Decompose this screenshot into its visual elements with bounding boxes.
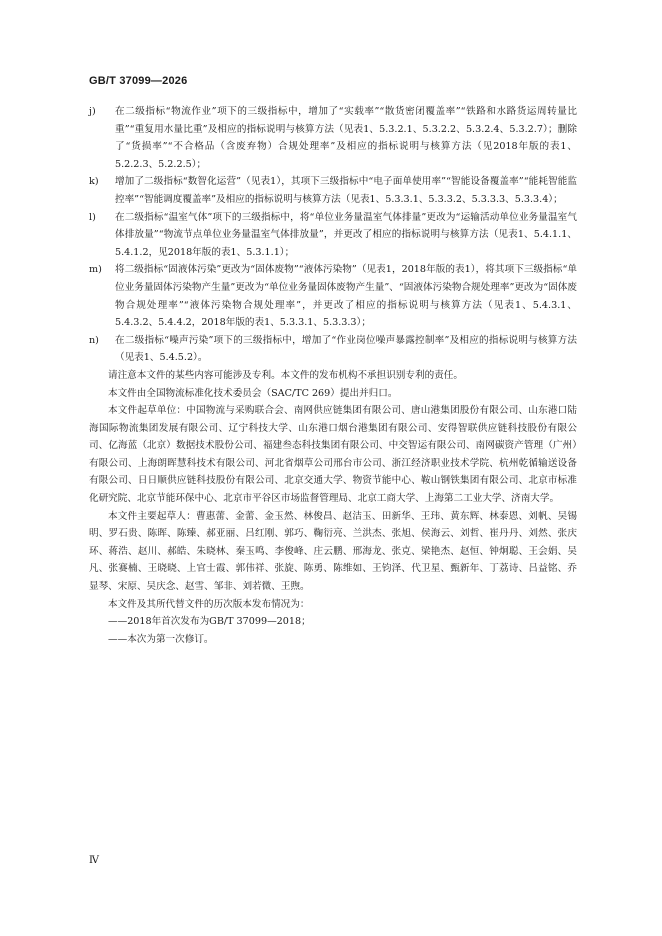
- history-item: ——2018年首次发布为GB/T 37099—2018；: [108, 616, 311, 628]
- proposer-statement: 本文件由全国物流标准化技术委员会（SAC/TC 269）提出并归口。: [108, 387, 398, 399]
- item-text: 增加了二级指标“数智化运营”（见表1），其项下三级指标中“电子面单使用率”“智能设备覆盖率”“能耗智能监控率”“智能调度覆盖率”及相应的指标说明与核算方法（见表1、5.3.3.1、5.3.3.2、5.3.3.3、5.3.3.4）；: [115, 176, 577, 205]
- history-item: ——本次为第一次修订。: [108, 633, 214, 645]
- item-text: 在二级指标“物流作业”项下的三级指标中，增加了“实载率”“散货密闭覆盖率”“铁路和水路货运周转量比重”“重复用水量比重”及相应的指标说明与核算方法（见表1、5.3.2.1、5.3.2.2、5.3.2.4、5.3.2.7）；删除了“货损率”“不合格品（含废弃物）合规处理率”及相应的指标说明与核算方法（见2018年版的表1、5.2.2.3、5.2.2.5）；: [115, 106, 577, 170]
- item-text: 将二级指标“固液体污染”更改为“固体废物”“液体污染物”（见表1，2018年版的表1），将其项下三级指标“单位业务量固体污染物产生量”更改为“单位业务量固体废物产生量”、“固液体污染物合规处理率”更改为“固体废物合规处理率”“液体污染物合规处理率”，并更改了相应的指标说明与核算方法（见表1、5.4.3.1、5.4.3.2、5.4.4.2，2018年版的表1、5.3.3.1、5.3.3.3）；: [115, 264, 577, 329]
- list-item-k: [89, 173, 577, 208]
- document-body: [89, 103, 577, 648]
- item-text: 在二级指标“噪声污染”项下的三级指标中，增加了“作业岗位噪声暴露控制率”及相应的指标说明与核算方法（见表1、5.4.5.2）。: [115, 334, 577, 364]
- list-item-l: [89, 209, 577, 262]
- list-item-n: [89, 332, 577, 367]
- drafting-organizations: 本文件起草单位：中国物流与采购联合会、南网供应链集团有限公司、唐山港集团股份有限公司、山东港口陆海国际物流集团发展有限公司、辽宁科技大学、山东港口烟台港集团有限公司、安得智联供应链科技股份有限公司、亿海蓝（北京）数据技术股份公司、福建叁态科技集团有限公司、中交智运有限公司、南网碳资产管理（广州）有限公司、上海朗晖慧科技术有限公司、河北省烟草公司邢台市公司、浙江经济职业技术学院、杭州乾循输送设备有限公司、日日顺供应链科技股份有限公司、北京交通大学、物资节能中心、鞍山钢铁集团有限公司、北京市标准化研究院、北京节能环保中心、北京市平谷区市场监督管理局、北京工商大学、上海第二工业大学、济南大学。: [89, 405, 577, 505]
- list-item-m: [89, 261, 577, 331]
- item-text: 在二级指标“温室气体”项下的三级指标中，将“单位业务量温室气体排量”更改为“运输活动单位业务量温室气体排放量”“物流节点单位业务量温室气体排放量”，并更改了相应的指标说明与核算方法（见表1、5.4.1.1、5.4.1.2，见2018年版的表1、5.3.1.1）；: [115, 211, 577, 258]
- item-marker: l): [89, 211, 96, 223]
- patent-notice: 请注意本文件的某些内容可能涉及专利。本文件的发布机构不承担识别专利的责任。: [108, 369, 463, 381]
- standard-code: GB/T 37099—2026: [89, 75, 188, 87]
- item-marker: m): [89, 264, 102, 276]
- item-marker: j): [89, 106, 96, 117]
- page-number: Ⅳ: [89, 855, 99, 866]
- item-marker: k): [89, 176, 99, 188]
- item-marker: n): [89, 334, 99, 346]
- drafters: 本文件主要起草人：曹惠蕾、金蕾、金玉然、林俊昌、赵洁玉、田新华、王玮、黄东辉、林泰恩、刘帆、吴锡明、罗石贵、陈晖、陈臻、郝亚丽、吕红刚、郭巧、鞠衍亮、兰洪杰、张旭、侯海云、刘哲、崔丹丹、刘然、张庆环、蒋浩、赵川、郝皓、朱晓林、秦玉鸣、李俊峰、庄云鹏、邢海龙、张克、梁艳杰、赵恒、钟炯聪、王会娟、吴凡、张赛楠、王晓晓、上官士霞、郭伟祥、张旋、陈勇、陈维如、王钧泽、代卫星、甄新年、丁荔诗、吕益铭、乔显琴、宋原、吴庆念、赵雪、邹非、刘若微、王煦。: [89, 510, 577, 593]
- list-item-j: [89, 103, 577, 173]
- history-intro: 本文件及其所代替文件的历次版本发布情况为：: [108, 598, 310, 610]
